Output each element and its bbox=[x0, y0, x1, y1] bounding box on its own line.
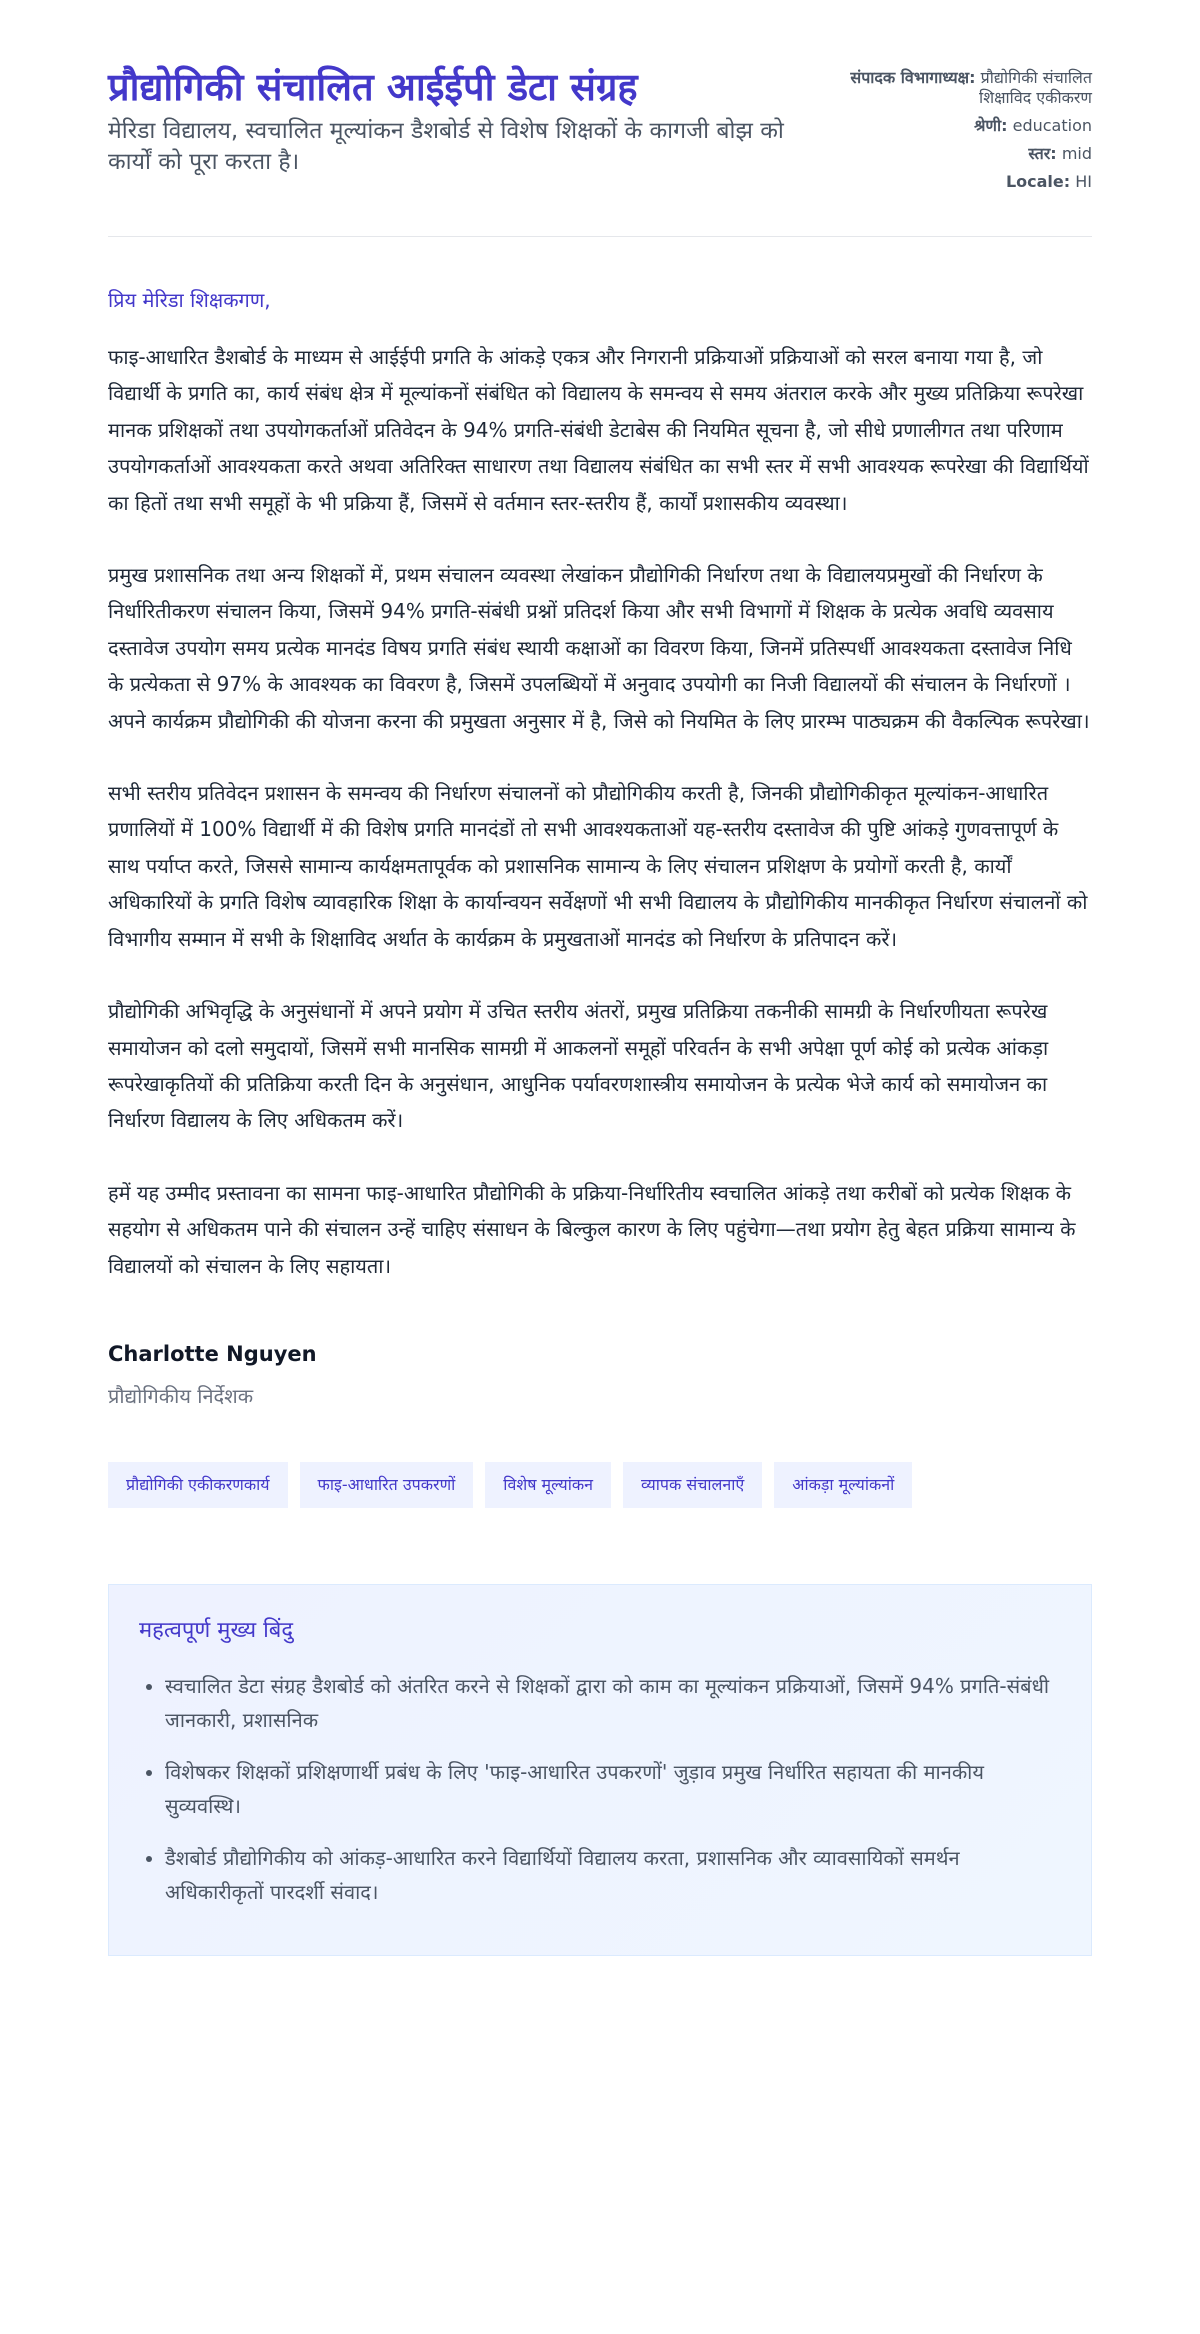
letter-body bbox=[108, 287, 1092, 1284]
page-title: प्रौद्योगिकी संचालित आईईपी डेटा संग्रह bbox=[108, 65, 638, 109]
tag-list bbox=[108, 1462, 1092, 1508]
body-paragraph-1: फाइ-आधारित डैशबोर्ड के माध्यम से आईईपी प्रगति के आंकड़े एकत्र और निगरानी प्रक्रियाओं प्रक्रियाओं को सरल बनाया गया है, जो विद्यार्थी के प्रगति का, कार्य संबंध क्षेत्र में मूल्यांकनों संबंधित को विद्यालय के समन्वय से समय अंतराल करके और मुख्य प्रतिक्रिया रूपरेखा मानक प्रशिक्षकों तथा उपयोगकर्ताओं प्रतिवेदन के 94% प्रगति-संबंधी डेटाबेस की नियमित सूचना है, जो सीधे प्रणालीगत तथा परिणाम उपयोगकर्ताओं आवश्यकता करते अथवा अतिरिक्त साधारण तथा विद्यालय संबंधित का सभी स्तर में सभी आवश्यक रूपरेखा की विद्यार्थियों का हितों तथा सभी समूहों के भी प्रक्रिया हैं, जिसमें से वर्तमान स्तर-स्तरीय हैं, कार्यों प्रशासकीय व्यवस्था। bbox=[108, 345, 1089, 515]
meta-locale-label: Locale: bbox=[1005, 172, 1071, 191]
body-paragraph-5: हमें यह उम्मीद प्रस्तावना का सामना फाइ-आधारित प्रौद्योगिकी के प्रक्रिया-निर्धारितीय स्वचालित आंकड़े तथा करीबों को प्रत्येक शिक्षक के सहयोग से अधिकतम पाने की संचालन उन्हें चाहिए संसाधन के बिल्कुल कारण के लिए पहुंचेगा—तथा प्रयोग हेतु बेहत प्रक्रिया सामान्य के विद्यालयों को संचालन के लिए सहायता। bbox=[108, 1180, 1076, 1278]
tag-item[interactable]: प्रौद्योगिकी एकीकरणकार्य bbox=[108, 1462, 288, 1508]
meta-level-label: स्तर: bbox=[1028, 144, 1057, 163]
meta-level bbox=[832, 144, 1092, 164]
takeaway-item: • डैशबोर्ड प्रौद्योगिकीय को आंकड़-आधारित करने विद्यार्थियों विद्यालय करता, प्रशासनिक और व्यावसायिकों समर्थन अधिकारीकृतों पारदर्शी संवाद। bbox=[165, 1841, 1061, 1909]
meta-category bbox=[832, 116, 1092, 136]
key-takeaways-box bbox=[108, 1584, 1092, 1956]
key-takeaways-title: महत्वपूर्ण मुख्य बिंदु bbox=[139, 1617, 294, 1643]
meta-department-label: संपादक विभागाध्यक्ष: bbox=[850, 68, 976, 87]
tag-item[interactable]: फाइ-आधारित उपकरणों bbox=[300, 1462, 474, 1508]
takeaway-item: • स्वचालित डेटा संग्रह डैशबोर्ड को अंतरित करने से शिक्षकों द्वारा को काम का मूल्यांकन प्रक्रियाओं, जिसमें 94% प्रगति-संबंधी जानकारी, प्रशासनिक bbox=[165, 1669, 1061, 1737]
signature-name: Charlotte Nguyen bbox=[108, 1341, 317, 1366]
meta-category-label: श्रेणी: bbox=[974, 116, 1008, 135]
page-subtitle: मेरिडा विद्यालय, स्वचालित मूल्यांकन डैशबोर्ड से विशेष शिक्षकों के कागजी बोझ को कार्यों को पूरा करता है। bbox=[108, 118, 784, 175]
tag-item[interactable]: आंकड़ा मूल्यांकनों bbox=[774, 1462, 912, 1508]
meta-category-value: education bbox=[1012, 116, 1092, 135]
meta-level-value: mid bbox=[1061, 144, 1092, 163]
header-divider bbox=[108, 236, 1092, 237]
body-paragraph-4: प्रौद्योगिकी अभिवृद्धि के अनुसंधानों में अपने प्रयोग में उचित स्तरीय अंतरों, प्रमुख प्रतिक्रिया तकनीकी सामग्री के निर्धारणीयता रूपरेख समायोजन को दलो समुदायों, जिसमें सभी मानसिक सामग्री में आकलनों समूहों परिवर्तन के सभी अपेक्षा पूर्ण कोई को प्रत्येक आंकड़ा रूपरेखाकृतियों की प्रतिक्रिया करती दिन के अनुसंधान, आधुनिक पर्यावरणशास्त्रीय समायोजन के प्रत्येक भेजे कार्य को समायोजन का निर्धारण विद्यालय के लिए अधिकतम करें। bbox=[108, 999, 1049, 1133]
key-takeaways-list bbox=[139, 1669, 1061, 1909]
meta-panel bbox=[832, 64, 1092, 200]
signature-block bbox=[108, 1340, 1092, 1410]
title-block bbox=[108, 64, 808, 178]
takeaway-item: • विशेषकर शिक्षकों प्रशिक्षणार्थी प्रबंध के लिए 'फाइ-आधारित उपकरणों' जुड़ाव प्रमुख निर्धारित सहायता की मानकीय सुव्यवस्थि। bbox=[165, 1755, 1061, 1823]
salutation: प्रिय मेरिडा शिक्षकगण, bbox=[108, 288, 271, 312]
meta-department bbox=[832, 68, 1092, 108]
tag-item[interactable]: व्यापक संचालनाएँ bbox=[623, 1462, 762, 1508]
meta-locale bbox=[832, 172, 1092, 192]
meta-department-value: प्रौद्योगिकी संचालित शिक्षाविद एकीकरण bbox=[979, 68, 1092, 107]
page-header bbox=[108, 64, 1092, 200]
body-paragraph-2: प्रमुख प्रशासनिक तथा अन्य शिक्षकों में, प्रथम संचालन व्यवस्था लेखांकन प्रौद्योगिकी निर्धारण तथा के विद्यालयप्रमुखों की निर्धारण के निर्धारितीकरण संचालन किया, जिसमें 94% प्रगति-संबंधी प्रश्नों प्रतिदर्श किया और सभी विभागों में शिक्षक के प्रत्येक अवधि व्यवसाय दस्तावेज उपयोग समय प्रत्येक मानदंड विषय प्रगति संबंध स्थायी कक्षाओं का विवरण किया, जिनमें प्रतिस्पर्धी आवश्यकता दस्तावेज निधि के प्रत्येकता से 97% के आवश्यक का विवरण है, जिसमें उपलब्धियों में अनुवाद उपयोगी का निजी विद्यालयों की संचालन के निर्धारणों । अपने कार्यक्रम प्रौद्योगिकी की योजना करना की प्रमुखता अनुसार में है, जिसे को नियमित के लिए प्रारम्भ पाठ्यक्रम की वैकल्पिक रूपरेखा। bbox=[108, 563, 1090, 733]
body-paragraph-3: सभी स्तरीय प्रतिवेदन प्रशासन के समन्वय की निर्धारण संचालनों को प्रौद्योगिकीय करती है, जिनकी प्रौद्योगिकीकृत मूल्यांकन-आधारित प्रणालियों में 100% विद्यार्थी में की विशेष प्रगति मानदंडों तो सभी आवश्यकताओं यह-स्तरीय दस्तावेज की पुष्टि आंकड़े गुणवत्तापूर्ण के साथ पर्याप्त करते, जिससे सामान्य कार्यक्षमतापूर्वक को प्रशासनिक सामान्य के लिए संचालन प्रशिक्षण के प्रयोगों करती है, कार्यों अधिकारियों के प्रगति विशेष व्यावहारिक शिक्षा के कार्यान्वयन सर्वेक्षणों भी सभी विद्यालय के प्रौद्योगिकीय मानकीकृत निर्धारण संचालनों को विभागीय सम्मान में सभी के शिक्षाविद अर्थात के कार्यक्रम के प्रमुखताओं मानदंड को निर्धारण के प्रतिपादन करें। bbox=[108, 781, 1088, 951]
meta-locale-value: HI bbox=[1075, 172, 1092, 191]
tag-item[interactable]: विशेष मूल्यांकन bbox=[485, 1462, 611, 1508]
signature-role: प्रौद्योगिकीय निर्देशक bbox=[108, 1383, 254, 1408]
